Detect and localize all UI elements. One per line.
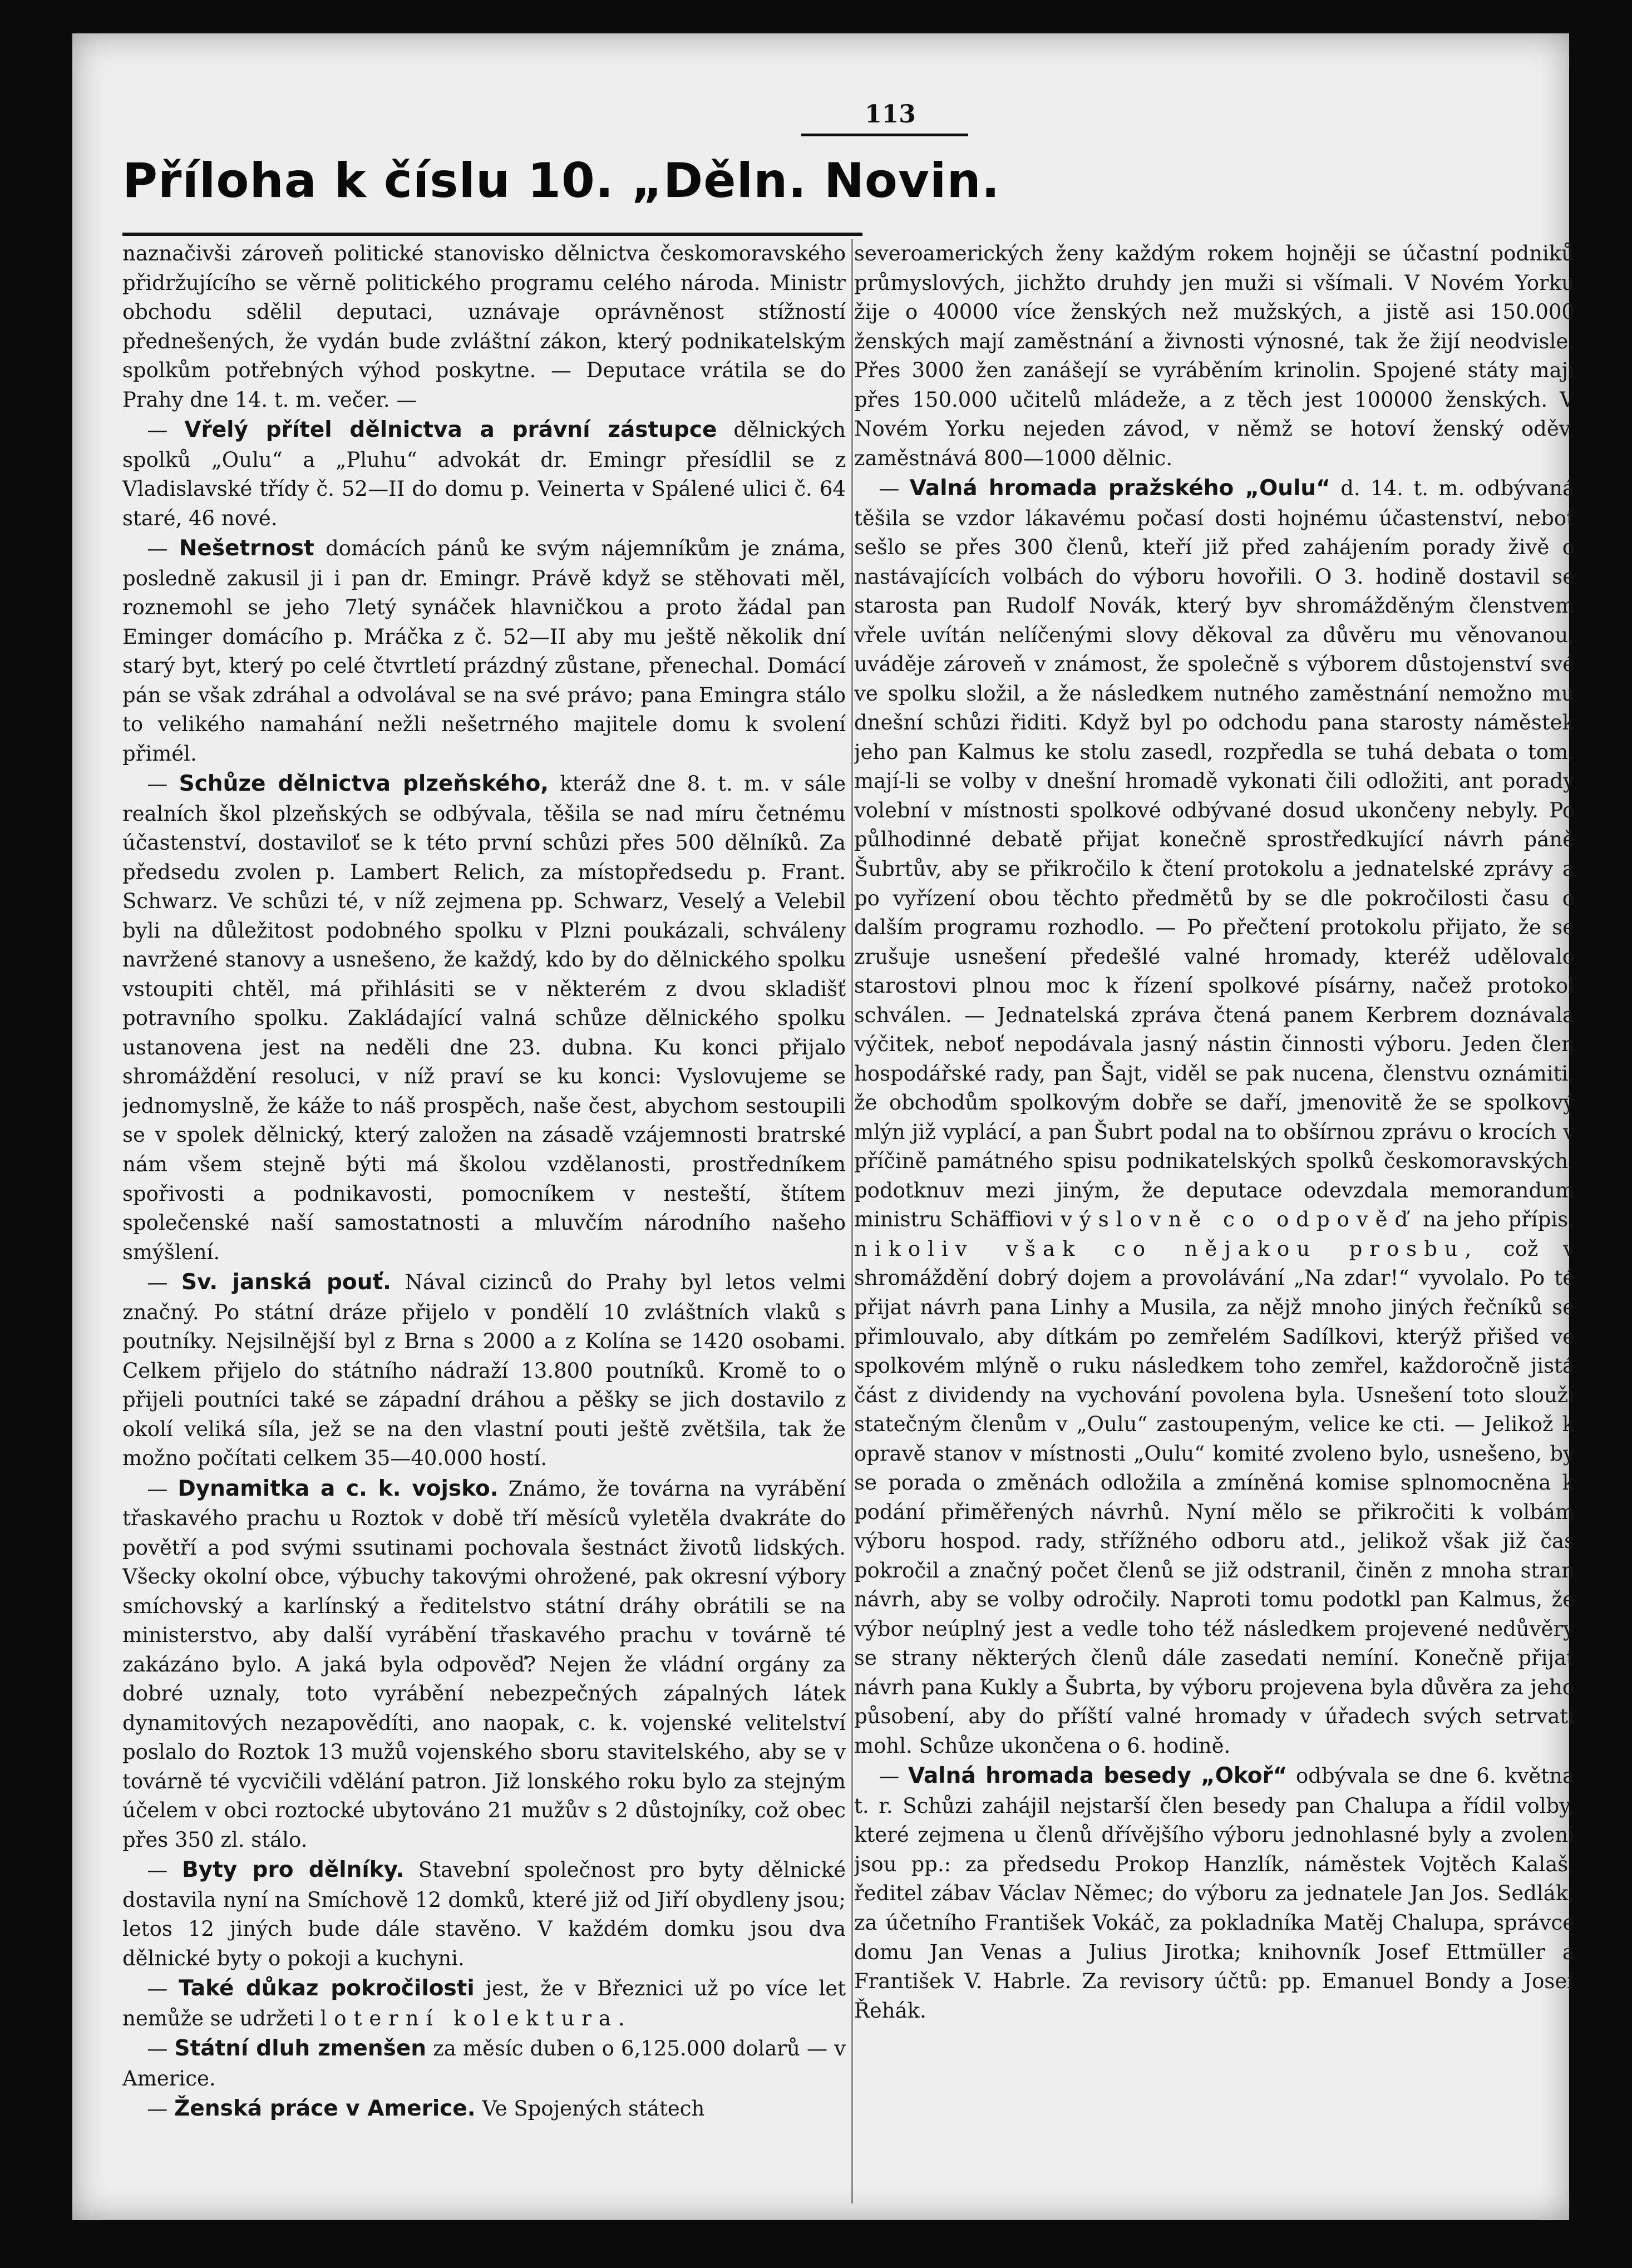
article-nesetrnost: — Nešetrnost domácích pánů ke svým nájemníkům je známa, posledně zakusil ji i pan dr. Emingr. Právě když se stěhovati měl, roznemohl se jeho 7letý synáček hlavničkou a proto žádal pan Eminger domácího p. Mráčka z č. 52—II aby mu ještě několik dní starý byt, který po celé čtvrtletí prázdný zůstane, přenechal. Domácí pán se však zdráhal a odvolával se na své právo; pana Emingra stálo to velikého namahání nežli nešetrného majitele domu k svolení přimél.: [122, 536, 846, 766]
article-text: Nával cizinců do Prahy byl letos velmi značný. Po státní dráze přijelo v pondělí 10 zvláštních vlaků s poutníky. Nejsilnější byl z Brna s 2000 a z Kolína se 1420 osobami. Celkem přijelo do státního nádraží 13.800 poutníků. Kromě to o přijeli poutníci také se západní dráhou a pěšky se jich dostavilo z okolí veliká síla, jež se na den vlastní pouti ještě zvětšila, tak že možno počítati celkem 35—40.000 hostí.: [122, 1270, 846, 1471]
article-valna-hromada-oulu: — Valná hromada pražského „Oulu“ d. 14. t. m. odbývaná těšila se vzdor lákavému počasí dosti hojnému účastenství, neboť sešlo se přes 300 členů, kteří již před zahájením porady živě o nastávajících volbách do výboru hovořili. O 3. hodině dostavil se starosta pan Rudolf Novák, který byv shromážděným členstvem vřele uvítán nelíčenými slovy děkoval za důvěru mu věnovanou, uváděje zároveň v známost, že společně s výborem důstojenství své ve spolku složil, a že následkem nutného zaměstnání nemožno mu dnešní schůzi řiditi. Když byl po odchodu pana starosty náměstek jeho pan Kalmus ke stolu zasedl, rozpředla se tuhá debata o tom, mají-li se volby v dnešní hromadě vykonati čili odložiti, ant porady volební v místnosti spolkové odbývané dosud ukončeny nebyly. Po půlhodinné debatě přijat konečně sprostředkující návrh páně Šubrtův, aby se přikročilo k čtení protokolu a jednatelské zprávy a po vyřízení obou těchto předmětů by se dle pokročilosti času o dalším programu rozhodlo. — Po přečtení protokolu přijato, že se zrušuje usnešení předešlé valné hromady, kteréž udělovalo starostovi plnou moc k řízení spolkové písárny, načež protokol schválen. — Jednatelská zpráva čtená panem Kerbrem doznávala výčitek, neboť nepodávala jasný nástin činnosti výboru. Jeden člen hospodářské rady, pan Šajt, viděl se pak nucena, členstvu oznámiti, že obchodům spolkovým dobře se daří, jmenovitě že se spolkový mlýn již vyplácí, a pan Šubrt podal na to obšírnou zprávu o krocích v příčině památného spisu podnikatelských spolků českomoravských, podotknuv mezi jiným, že deputace odevzdala memorandum ministru Schäffiovi výslovně co odpověď na jeho přípis, nikoliv však co nějakou prosbu, což v shromáždění dobrý dojem a provolávání „Na zdar!“ vyvolalo. Po té přijat návrh pana Linhy a Musila, za nějž mnoho jiných řečníků se přimlouvalo, aby dítkám po zemřelém Sadílkovi, kterýž přišed ve spolkovém mlýně o ruku následkem toho zemřel, každoročně jistá část z dividendy na vychování povolena byla. Usnešení toto slouží statečným členům v „Oulu“ zastoupeným, velice ke cti. — Jelikož k opravě stanov v místnosti „Oulu“ komité zvoleno bylo, usnešeno, by se porada o změnách odložila a zmíněná komise splnomocněna k podání přiměřených návrhů. Nyní mělo se přikročiti k volbám výboru hospod. rady, střížného odboru atd., jelikož však již čas pokročil a značný počet členů se již odstranil, činěn z mnoha stran návrh, aby se volby odročily. Naproti tomu podotkl pan Kalmus, že výbor neúplný jest a vedle toho též následkem projevené nedůvěry se strany některých členů dále zasedati nemíní. Konečně přijat návrh pana Kukly a Šubrta, by výboru projevena byla důvěra za jeho působení, aby do příští valné hromady v úřadech svých setrvati mohl. Schůze ukončena o 6. hodině.: [854, 476, 1575, 1758]
article-headline: Ženská práce v Americe.: [174, 2096, 476, 2122]
article-spaced-text: výslovně co odpověď: [1061, 1207, 1416, 1232]
article-headline: Vřelý přítel dělnictva a právní zástupce: [184, 417, 717, 443]
masthead-rule: [122, 233, 862, 236]
right-intro-paragraph: severoamerických ženy každým rokem hojněji se účastní podniků průmyslových, jichžto druhdy jen muži si všímali. V Novém Yorku žije o 40000 více ženských než mužských, a jistě asi 150.000 ženských mají zaměstnání a živnosti výnosné, tak že žijí neodvisle. Přes 3000 žen zanášejí se vyráběním krinolin. Spojené státy mají přes 150.000 učitelů mládeže, a z těch jest 100000 ženských. V Novém Yorku nejeden závod, v němž se hotoví ženský oděv, zaměstnává 800—1000 dělnic.: [854, 241, 1575, 470]
article-dukaz: — Také důkaz pokročilosti jest, že v Březnici už po více let nemůže se udržeti loterní kolektura.: [122, 1976, 846, 2030]
column-divider: [851, 239, 853, 2203]
article-byty: — Byty pro dělníky. Stavební společnost pro byty dělnické dostavila nyní na Smíchově 12 domků, které již od Jiří obydleny jsou; letos 12 jiných bude dále stavěno. V každém domku jsou dva dělnické byty o pokoji a kuchyni.: [122, 1857, 846, 1970]
article-headline: Byty pro dělníky.: [181, 1857, 405, 1883]
right-column: [854, 239, 1575, 2203]
page-number: 113: [865, 100, 916, 129]
article-text: dělnických spolků „Oulu“ a „Pluhu“ advokát dr. Emingr přesídlil se z Vladislavské třídy č. 52—II do domu p. Veinerta v Spálené ulici č. 64 staré, 46 nové.: [122, 418, 846, 530]
article-schuze-plzen: — Schůze dělnictva plzeňského, kteráž dne 8. t. m. v sále realních škol plzeňských se odbývala, těšila se nad míru četnému účastenství, dostaviloť se k této první schůzi přes 500 dělníků. Za předsedu zvolen p. Lambert Relich, za místopředsedu p. Frant. Schwarz. Ve schůzi té, v níž zejmena pp. Schwarz, Veselý a Velebil byli na důležitost podobného spolku v Plzni poukázali, schváleny navržené stanovy a usnešeno, že každý, kdo by do dělnického spolku vstoupiti chtěl, má přihlásiti se v některém z dvou skladišť potravního spolku. Zakládající valná schůze dělnického spolku ustanovena jest na neděli dne 23. dubna. Ku konci přijalo shromáždění resoluci, v níž praví se ku konci: Vyslovujeme se jednomyslně, že káže to náš prospěch, naše čest, abychom sestoupili se v spolek dělnický, který založen na zásadě vzájemnosti bratrské nám všem stejně býti má školou vzdělanosti, prostředníkem spořivosti a podnikavosti, pomocníkem v nesteští, štítem společenské naší samostatnosti a mluvčím národního našeho smýšlení.: [122, 771, 846, 1264]
article-text: za měsíc duben o 6,125.000 dolarů — v Americe.: [122, 2037, 846, 2090]
article-text: domácích pánů ke svým nájemníkům je známa, posledně zakusil ji i pan dr. Emingr. Právě když se stěhovati měl, roznemohl se jeho 7letý synáček hlavničkou a proto žádal pan Eminger domácího p. Mráčka z č. 52—II aby mu ještě několik dní starý byt, který po celé čtvrtletí prázdný zůstane, přenechal. Domácí pán se však zdráhal a odvolával se na své právo; pana Emingra stálo to velikého namahání nežli nešetrného majitele domu k svolení přimél.: [122, 536, 846, 766]
article-headline: Sv. janská pouť.: [181, 1270, 391, 1295]
article-headline: Nešetrnost: [179, 536, 314, 561]
article-janska-pout: — Sv. janská pouť. Nával cizinců do Prahy byl letos velmi značný. Po státní dráze přijelo v pondělí 10 zvláštních vlaků s poutníky. Nejsilnější byl z Brna s 2000 a z Kolína se 1420 osobami. Celkem přijelo do státního nádraží 13.800 poutníků. Kromě to o přijeli poutníci také se západní dráhou a pěšky se jich dostavilo z okolí veliká síla, jež se na den vlastní pouti ještě zvětšila, tak že možno počítati celkem 35—40.000 hostí.: [122, 1270, 846, 1471]
article-spaced-text: nikoliv však co nějakou prosbu,: [854, 1236, 1479, 1261]
article-text: Známo, že továrna na vyrábění třaskavého prachu u Roztok v době tří měsíců vyletěla dvakráte do povětří a pod svými ssutinami pochovala šestnáct životů lidských. Všecky okolní obce, výbuchy takovými ohrožené, pak okresní výbory smíchovský a karlínský a ředitelstvo státní dráhy obrátili se na ministerstvo, aby další vyrábění třaskavého prachu v továrně té zakázáno bylo. A jaká byla odpověď? Nejen že vládní orgány za dobré uznaly, toto vyrábění nebezpečných zápalných látek dynamitových nezapovědíti, ano naopak, c. k. vojenské velitelství poslalo do Roztok 13 mužů vojenského sboru stavitelského, aby se v továrně té vycvičili vdělání patron. Již lonského roku bylo za stejným účelem v obci roztocké ubytováno 21 mužův s 2 důstojníky, což obec přes 350 zl. stálo.: [122, 1476, 846, 1852]
masthead: Příloha k číslu 10. „Děln. Novin.: [122, 153, 1000, 209]
left-intro-paragraph: naznačivši zároveň politické stanovisko dělnictva českomoravského přidržujícího se věrně politického programu celého národa. Ministr obchodu sdělil deputaci, uznávaje oprávněnost stížností přednešených, že vydán bude zvláštní zákon, který podnikatelským spolkům potřebných výhod poskytne. — Deputace vrátila se do Prahy dne 14. t. m. večer. —: [122, 241, 846, 412]
article-text: Ve Spojených státech: [475, 2097, 705, 2121]
article-headline: Schůze dělnictva plzeňského,: [179, 771, 549, 797]
article-text: což v shromáždění dobrý dojem a provolávání „Na zdar!“ vyvolalo. Po té přijat návrh pana Linhy a Musila, za nějž mnoho jiných řečníků se přimlouvalo, aby dítkám po zemřelém Sadílkovi, kterýž přišed ve spolkovém mlýně o ruku následkem toho zemřel, každoročně jistá část z dividendy na vychování povolena byla. Usnešení toto slouží statečným členům v „Oulu“ zastoupeným, velice ke cti. — Jelikož k opravě stanov v místnosti „Oulu“ komité zvoleno bylo, usnešeno, by se porada o změnách odložila a zmíněná komise splnomocněna k podání přiměřených návrhů. Nyní mělo se přikročiti k volbám výboru hospod. rady, střížného odboru atd., jelikož však již čas pokročil a značný počet členů se již odstranil, činěn z mnoha stran návrh, aby se volby odročily. Naproti tomu podotkl pan Kalmus, že výbor neúplný jest a vedle toho též následkem projevené nedůvěry se strany některých členů dále zasedati nemíní. Konečně přijat návrh pana Kukly a Šubrta, by výboru projevena byla důvěra za jeho působení, aby do příští valné hromady v úřadech svých setrvati mohl. Schůze ukončena o 6. hodině.: [854, 1236, 1575, 1758]
newspaper-page: [72, 33, 1575, 2220]
article-valna-hromada-okor: — Valná hromada besedy „Okoř“ odbývala se dne 6. května t. r. Schůzi zahájil nejstarší člen besedy pan Chalupa a řídil volby, které zejmena u členů dřívějšího výboru jednohlasné byly a zvoleni jsou pp.: za předsedu Prokop Hanzlík, náměstek Vojtěch Kalaš, ředitel zábav Václav Němec; do výboru za jednatele Jan Jos. Sedlák, za účetního František Vokáč, za pokladníka Matěj Chalupa, správce domu Jan Venas a Julius Jirotka; knihovník Josef Ettmüller a František V. Habrle. Za revisory účtů: pp. Emanuel Bondy a Josef Řehák.: [854, 1763, 1575, 2023]
article-text: odbývala se dne 6. května t. r. Schůzi zahájil nejstarší člen besedy pan Chalupa a řídil volby, které zejmena u členů dřívějšího výboru jednohlasné byly a zvoleni jsou pp.: za předsedu Prokop Hanzlík, náměstek Vojtěch Kalaš, ředitel zábav Václav Němec; do výboru za jednatele Jan Jos. Sedlák, za účetního František Vokáč, za pokladníka Matěj Chalupa, správce domu Jan Venas a Julius Jirotka; knihovník Josef Ettmüller a František V. Habrle. Za revisory účtů: pp. Emanuel Bondy a Josef Řehák.: [854, 1764, 1575, 2023]
article-headline: Dynamitka a c. k. vojsko.: [178, 1476, 499, 1501]
article-statni-dluh: — Státní dluh zmenšen za měsíc duben o 6,125.000 dolarů — v Americe.: [122, 2036, 846, 2090]
article-dynamitka: — Dynamitka a c. k. vojsko. Známo, že továrna na vyrábění třaskavého prachu u Roztok v době tří měsíců vyletěla dvakráte do povětří a pod svými ssutinami pochovala šestnáct životů lidských. Všecky okolní obce, výbuchy takovými ohrožené, pak okresní výbory smíchovský a karlínský a ředitelstvo státní dráhy obrátili se na ministerstvo, aby další vyrábění třaskavého prachu v továrně té zakázáno bylo. A jaká byla odpověď? Nejen že vládní orgány za dobré uznaly, toto vyrábění nebezpečných zápalných látek dynamitových nezapovědíti, ano naopak, c. k. vojenské velitelství poslalo do Roztok 13 mužů vojenského sboru stavitelského, aby se v továrně té vycvičili vdělání patron. Již lonského roku bylo za stejným účelem v obci roztocké ubytováno 21 mužův s 2 důstojníky, což obec přes 350 zl. stálo.: [122, 1476, 846, 1852]
article-headline: Také důkaz pokročilosti: [179, 1976, 475, 2001]
article-headline: Valná hromada besedy „Okoř“: [908, 1763, 1288, 1789]
article-text: Stavební společnost pro byty dělnické dostavila nyní na Smíchově 12 domků, které již od Jiří obydleny jsou; letos 12 jiných bude dále stavěno. V každém domku jsou dva dělnické byty o pokoji a kuchyni.: [122, 1858, 846, 1970]
article-spaced-text: loterní kolektura.: [320, 2006, 632, 2030]
article-text: kteráž dne 8. t. m. v sále realních škol plzeňských se odbývala, těšila se nad míru četnému účastenství, dostaviloť se k této první schůzi přes 500 dělníků. Za předsedu zvolen p. Lambert Relich, za místopředsedu p. Frant. Schwarz. Ve schůzi té, v níž zejmena pp. Schwarz, Veselý a Velebil byli na důležitost podobného spolku v Plzni poukázali, schváleny navržené stanovy a usnešeno, že každý, kdo by do dělnického spolku vstoupiti chtěl, má přihlásiti se v některém z dvou skladišť potravního spolku. Zakládající valná schůze dělnického spolku ustanovena jest na neděli dne 23. dubna. Ku konci přijalo shromáždění resoluci, v níž praví se ku konci: Vyslovujeme se jednomyslně, že káže to náš prospěch, naše čest, abychom sestoupili se v spolek dělnický, který založen na zásadě vzájemnosti bratrské nám všem stejně býti má školou vzdělanosti, prostředníkem spořivosti a podnikavosti, pomocníkem v nesteští, štítem společenské naší samostatnosti a mluvčím národního našeho smýšlení.: [122, 772, 846, 1264]
article-text: jest, že v Březnici už po více let nemůže se udržeti: [122, 1976, 846, 2030]
article-text: d. 14. t. m. odbývaná těšila se vzdor lákavému počasí dosti hojnému účastenství, neboť sešlo se přes 300 členů, kteří již před zahájením porady živě o nastávajících volbách do výboru hovořili. O 3. hodině dostavil se starosta pan Rudolf Novák, který byv shromážděným členstvem vřele uvítán nelíčenými slovy děkoval za důvěru mu věnovanou, uváděje zároveň v známost, že společně s výborem důstojenství své ve spolku složil, a že následkem nutného zaměstnání nemožno mu dnešní schůzi řiditi. Když byl po odchodu pana starosty náměstek jeho pan Kalmus ke stolu zasedl, rozpředla se tuhá debata o tom, mají-li se volby v dnešní hromadě vykonati čili odložiti, ant porady volební v místnosti spolkové odbývané dosud ukončeny nebyly. Po půlhodinné debatě přijat konečně sprostředkující návrh páně Šubrtův, aby se přikročilo k čtení protokolu a jednatelské zprávy a po vyřízení obou těchto předmětů by se dle pokročilosti času o dalším programu rozhodlo. — Po přečtení protokolu přijato, že se zrušuje usnešení předešlé valné hromady, kteréž udělovalo starostovi plnou moc k řízení spolkové písárny, načež protokol schválen. — Jednatelská zpráva čtená panem Kerbrem doznávala výčitek, neboť nepodávala jasný nástin činnosti výboru. Jeden člen hospodářské rady, pan Šajt, viděl se pak nucena, členstvu oznámiti, že obchodům spolkovým dobře se daří, jmenovitě že se spolkový mlýn již vyplácí, a pan Šubrt podal na to obšírnou zprávu o krocích v příčině památného spisu podnikatelských spolků českomoravských, podotknuv mezi jiným, že deputace odevzdala memorandum ministru Schäffiovi: [854, 476, 1575, 1232]
article-headline: Státní dluh zmenšen: [174, 2036, 427, 2062]
page-number-rule: [801, 134, 968, 136]
article-text: na jeho přípis,: [1415, 1207, 1575, 1232]
article-vrely-pritel: — Vřelý přítel dělnictva a právní zástupce dělnických spolků „Oulu“ a „Pluhu“ advokát dr. Emingr přesídlil se z Vladislavské třídy č. 52—II do domu p. Veinerta v Spálené ulici č. 64 staré, 46 nové.: [122, 417, 846, 530]
article-zenska-prace: — Ženská práce v Americe. Ve Spojených státech: [147, 2096, 705, 2122]
left-column: [122, 239, 846, 2203]
article-headline: Valná hromada pražského „Oulu“: [909, 476, 1330, 501]
